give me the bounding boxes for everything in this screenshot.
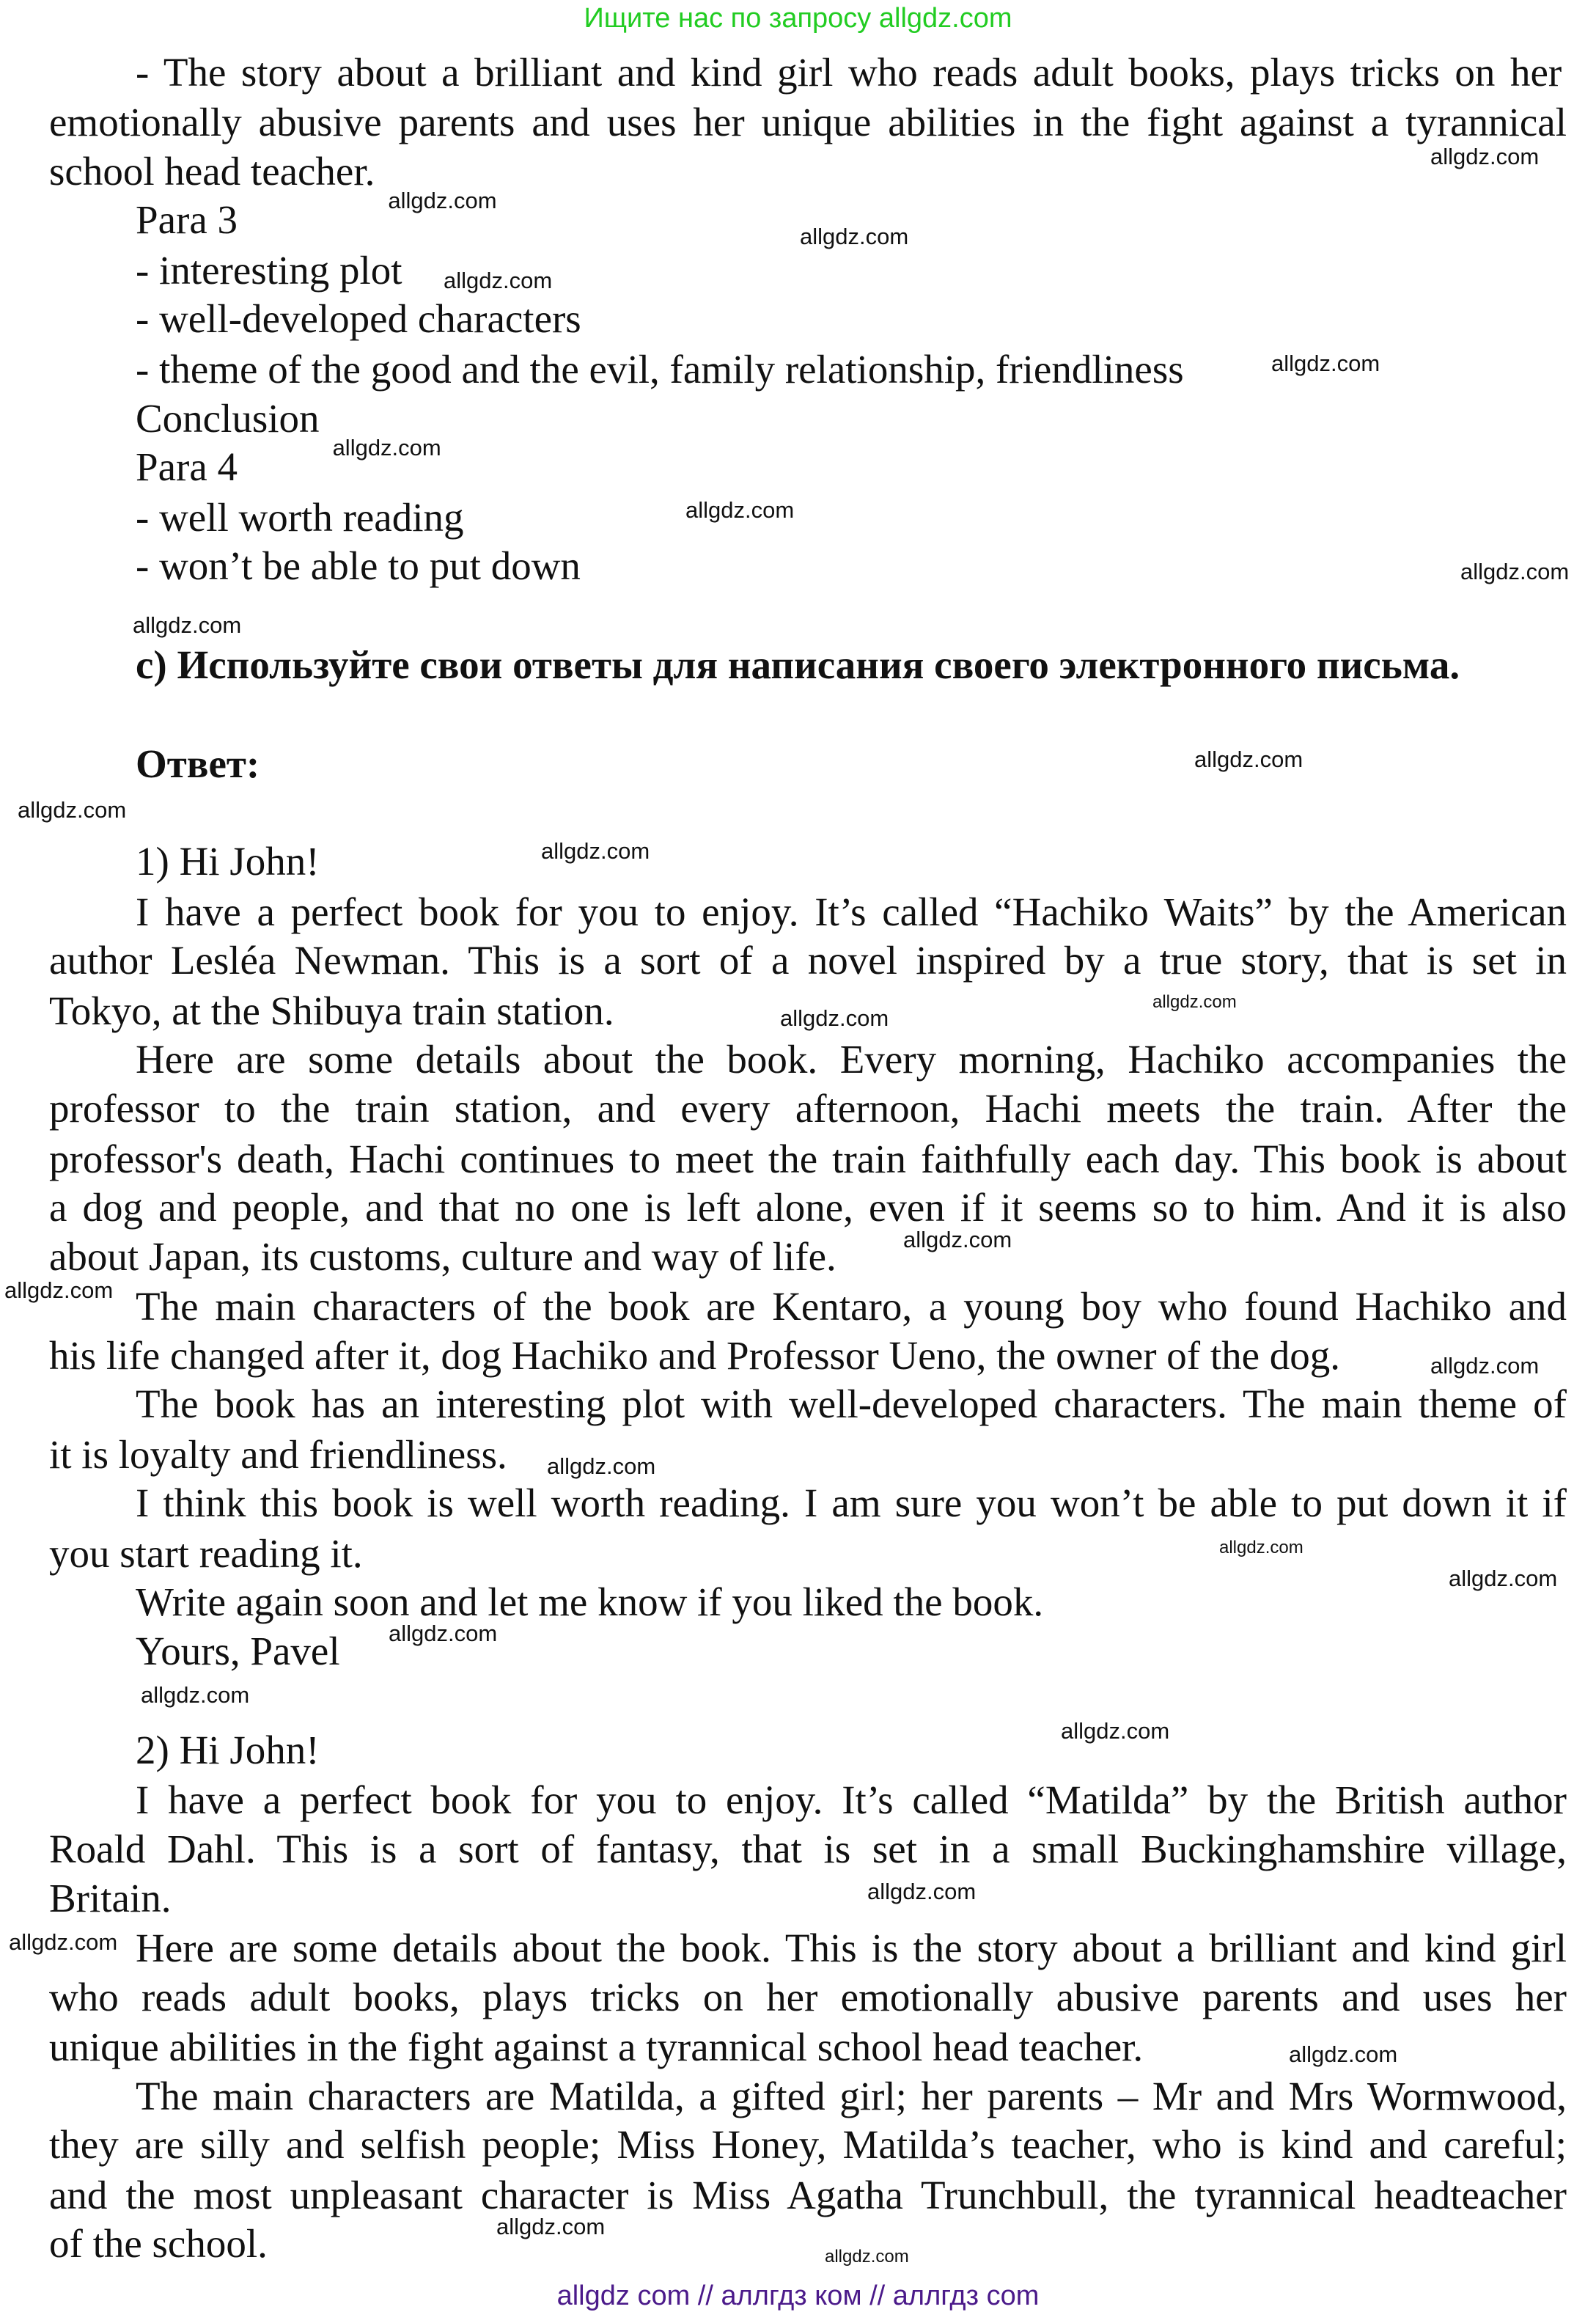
text-line: 1) Hi John! — [136, 839, 320, 884]
text-line: I think this book is well worth reading. I am sure you won’t be able to put down it if — [136, 1480, 1567, 1525]
watermark: allgdz.com — [1271, 351, 1380, 376]
watermark: allgdz.com — [1219, 1538, 1303, 1557]
text-line: his life changed after it, dog Hachiko and Professor Ueno, the owner of the dog. — [49, 1333, 1341, 1378]
watermark: allgdz.com — [825, 2247, 909, 2267]
text-line: Roald Dahl. This is a sort of fantasy, that is set in a small Buckinghamshire village, — [49, 1827, 1567, 1871]
text-line: The main characters are Matilda, a gifted girl; her parents – Mr and Mrs Wormwood, — [136, 2074, 1567, 2118]
watermark: allgdz.com — [1194, 746, 1303, 772]
text-line: unique abilities in the fight against a tyrannical school head teacher. — [49, 2025, 1144, 2069]
watermark: allgdz.com — [1061, 1718, 1170, 1744]
watermark: allgdz.com — [389, 1621, 498, 1646]
text-line: professor to the train station, and every afternoon, Hachi meets the train. After the — [49, 1086, 1567, 1131]
watermark: allgdz.com — [496, 2214, 606, 2239]
text-line: Para 4 — [136, 444, 238, 489]
watermark: allgdz.com — [141, 1682, 250, 1708]
text-line: - interesting plot — [136, 248, 402, 293]
text-line: - well-developed characters — [136, 296, 581, 341]
text-line: emotionally abusive parents and uses her unique abilities in the fight against a tyrannical — [49, 100, 1567, 144]
watermark: allgdz.com — [4, 1277, 114, 1303]
text-line: school head teacher. — [49, 149, 375, 194]
site-banner: Ищите нас по запросу allgdz.com — [584, 3, 1012, 34]
text-line: Tokyo, at the Shibuya train station. — [49, 988, 614, 1033]
text-line: they are silly and selfish people; Miss Honey, Matilda’s teacher, who is kind and careful; — [49, 2122, 1567, 2167]
watermark: allgdz.com — [800, 224, 909, 249]
text-line: - well worth reading — [136, 495, 464, 540]
text-line: Yours, Pavel — [136, 1629, 340, 1673]
watermark: allgdz.com — [388, 188, 497, 213]
text-line: about Japan, its customs, culture and way of life. — [49, 1234, 836, 1279]
text-line: Write again soon and let me know if you liked the book. — [136, 1579, 1044, 1624]
watermark: allgdz.com — [780, 1005, 889, 1031]
text-line: I have a perfect book for you to enjoy. It’s called “Matilda” by the British author — [136, 1777, 1567, 1822]
watermark: allgdz.com — [133, 612, 242, 638]
watermark: allgdz.com — [9, 1929, 118, 1955]
watermark: allgdz.com — [541, 838, 650, 864]
text-line: The main characters of the book are Kentaro, a young boy who found Hachiko and — [136, 1284, 1567, 1329]
watermark: allgdz.com — [444, 268, 553, 293]
watermark: allgdz.com — [1430, 144, 1540, 169]
text-line: - The story about a brilliant and kind girl who reads adult books, plays tricks on her — [136, 50, 1562, 95]
text-line: a dog and people, and that no one is left alone, even if it seems so to him. And it is also — [49, 1185, 1567, 1230]
text-line: author Lesléa Newman. This is a sort of a novel inspired by a true story, that is set in — [49, 938, 1567, 983]
text-line: Here are some details about the book. This is the story about a brilliant and kind girl — [136, 1926, 1567, 1970]
text-line: Here are some details about the book. Every morning, Hachiko accompanies the — [136, 1037, 1567, 1082]
watermark: allgdz.com — [685, 497, 795, 523]
watermark: allgdz.com — [1430, 1353, 1540, 1379]
watermark: allgdz.com — [1449, 1566, 1558, 1591]
watermark: allgdz.com — [1152, 992, 1237, 1012]
text-line: Britain. — [49, 1876, 172, 1920]
text-line: Para 3 — [136, 197, 238, 242]
text-line: - theme of the good and the evil, family relationship, friendliness — [136, 347, 1184, 392]
text-line: it is loyalty and friendliness. — [49, 1432, 507, 1477]
text-line: Conclusion — [136, 396, 320, 441]
text-line: and the most unpleasant character is Miss Agatha Trunchbull, the tyrannical headteacher — [49, 2173, 1567, 2217]
section-heading: Ответ: — [136, 741, 260, 786]
text-line: I have a perfect book for you to enjoy. It’s called “Hachiko Waits” by the American — [136, 889, 1567, 934]
watermark: allgdz.com — [903, 1227, 1012, 1252]
watermark: allgdz.com — [1460, 559, 1570, 584]
site-footer: allgdz com // аллгдз ком // аллгдз com — [556, 2280, 1040, 2311]
watermark: allgdz.com — [547, 1453, 656, 1479]
text-line: The book has an interesting plot with well-developed characters. The main theme of — [136, 1381, 1567, 1426]
watermark: allgdz.com — [1289, 2041, 1398, 2067]
text-line: professor's death, Hachi continues to meet the train faithfully each day. This book is about — [49, 1137, 1567, 1181]
watermark: allgdz.com — [867, 1879, 977, 1904]
text-line: 2) Hi John! — [136, 1728, 320, 1772]
text-line: of the school. — [49, 2221, 268, 2266]
text-line: you start reading it. — [49, 1531, 363, 1576]
section-heading: c) Используйте свои ответы для написания своего электронного письма. — [136, 642, 1460, 687]
watermark: allgdz.com — [332, 435, 441, 460]
watermark: allgdz.com — [18, 797, 127, 823]
text-line: - won’t be able to put down — [136, 543, 581, 588]
text-line: who reads adult books, plays tricks on her emotionally abusive parents and uses her — [49, 1975, 1567, 2019]
